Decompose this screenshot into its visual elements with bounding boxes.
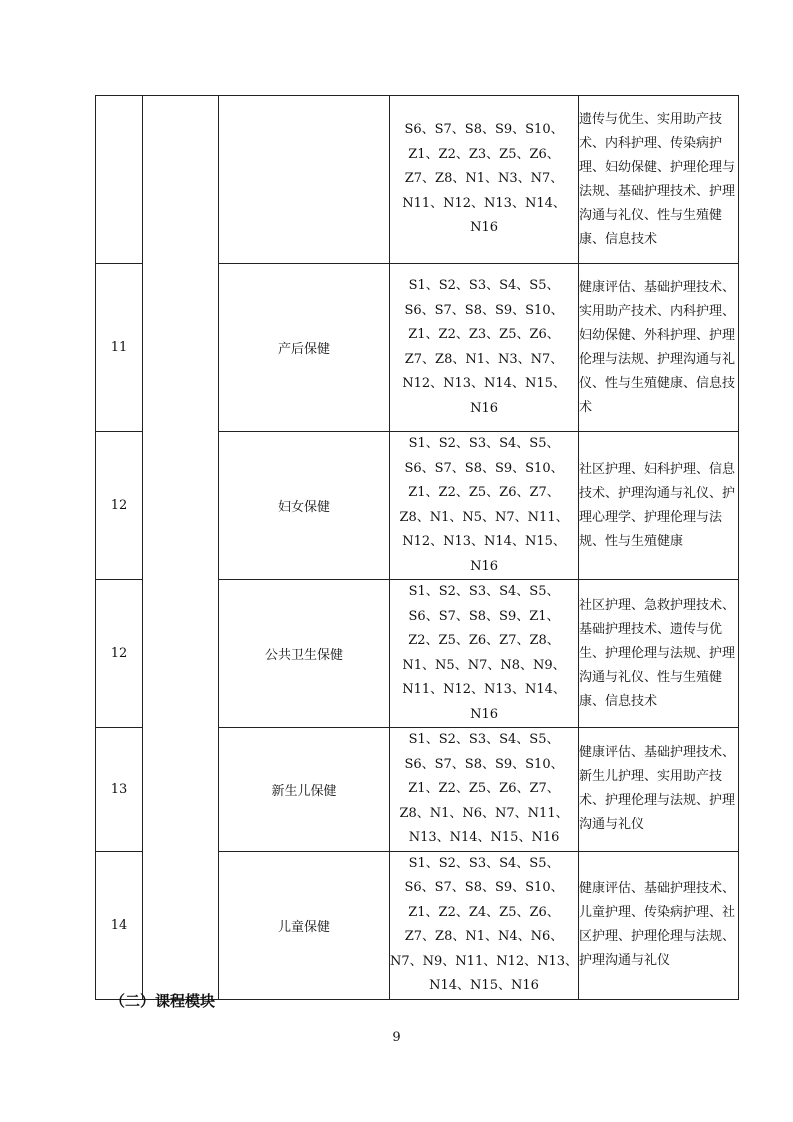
module-name: 妇女保健 <box>219 432 390 580</box>
row-number: 13 <box>96 728 143 852</box>
code-line: S6、S7、S8、S9、S10、 <box>404 460 564 476</box>
code-line: Z7、Z8、N1、N3、N7、 <box>404 351 564 367</box>
code-line: N14、N15、N16 <box>429 978 539 993</box>
module-name: 新生儿保健 <box>219 728 390 852</box>
module-name: 产后保健 <box>219 264 390 432</box>
table-row <box>96 96 739 264</box>
code-line: S1、S2、S3、S4、S5、 <box>408 584 560 599</box>
competency-codes <box>390 264 579 432</box>
code-line: N13、N14、N15、N16 <box>408 830 560 845</box>
row-number: 14 <box>96 851 143 999</box>
supporting-courses: 健康评估、基础护理技术、实用助产技术、内科护理、妇幼保健、外科护理、护理伦理与法规、护理沟通与礼仪、性与生殖健康、信息技术 <box>579 264 739 432</box>
code-line: S1、S2、S3、S4、S5、 <box>408 278 560 293</box>
supporting-courses: 健康评估、基础护理技术、新生儿护理、实用助产技术、护理伦理与法规、护理沟通与礼仪 <box>579 728 739 852</box>
row-number: 12 <box>96 580 143 728</box>
code-line: S1、S2、S3、S4、S5、 <box>408 855 560 871</box>
code-line: Z1、Z2、Z5、Z6、Z7、 <box>408 781 560 796</box>
section-heading: （二）课程模块 <box>110 992 216 1010</box>
code-line: N1、N5、N7、N8、N9、 <box>402 657 566 673</box>
competency-codes <box>390 432 579 580</box>
code-line: Z1、Z2、Z3、Z5、Z6、 <box>408 146 560 162</box>
code-line: N16 <box>470 706 498 722</box>
module-name <box>219 96 390 264</box>
module-name: 儿童保健 <box>219 851 390 999</box>
competency-codes <box>390 96 579 264</box>
competency-codes <box>390 851 579 999</box>
code-line: Z7、Z8、N1、N4、N6、 <box>404 929 564 944</box>
code-line: N7、N9、N11、N12、N13、 <box>390 953 579 969</box>
supporting-courses: 社区护理、急救护理技术、基础护理技术、遗传与优生、护理伦理与法规、护理沟通与礼仪、性与生殖健康、信息技术 <box>579 580 739 728</box>
code-line: N16 <box>470 558 498 574</box>
row-number <box>96 96 143 264</box>
code-line: N11、N12、N13、N14、 <box>402 195 566 211</box>
code-line: Z8、N1、N6、N7、N11、 <box>399 805 569 821</box>
code-line: S1、S2、S3、S4、S5、 <box>408 436 560 451</box>
code-line: Z8、N1、N5、N7、N11、 <box>399 509 569 525</box>
code-line: N16 <box>470 220 498 236</box>
course-mapping-table-main <box>95 95 739 1000</box>
code-line: S6、S7、S8、S9、S10、 <box>404 122 564 138</box>
row-number: 12 <box>96 432 143 580</box>
code-line: Z1、Z2、Z5、Z6、Z7、 <box>408 485 560 500</box>
code-line: Z1、Z2、Z4、Z5、Z6、 <box>408 904 560 920</box>
supporting-courses: 遗传与优生、实用助产技术、内科护理、传染病护理、妇幼保健、护理伦理与法规、基础护理技术、护理沟通与礼仪、性与生殖健康、信息技术 <box>579 96 739 264</box>
code-line: Z2、Z5、Z6、Z7、Z8、 <box>408 633 560 648</box>
code-line: S6、S7、S8、S9、Z1、 <box>408 608 560 624</box>
supporting-courses: 健康评估、基础护理技术、儿童护理、传染病护理、社区护理、护理伦理与法规、护理沟通与礼仪 <box>579 851 739 999</box>
competency-codes <box>390 728 579 852</box>
row-number: 11 <box>96 264 143 432</box>
code-line: N12、N13、N14、N15、 <box>402 376 566 391</box>
code-line: S1、S2、S3、S4、S5、 <box>408 732 560 747</box>
code-line: Z7、Z8、N1、N3、N7、 <box>404 171 564 187</box>
supporting-courses: 社区护理、妇科护理、信息技术、护理沟通与礼仪、护理心理学、护理伦理与法规、性与生殖健康 <box>579 432 739 580</box>
code-line: S6、S7、S8、S9、S10、 <box>404 756 564 772</box>
module-name: 公共卫生保健 <box>219 580 390 728</box>
competency-codes <box>390 580 579 728</box>
code-line: S6、S7、S8、S9、S10、 <box>404 302 564 318</box>
code-line: N11、N12、N13、N14、 <box>402 682 566 697</box>
code-line: S6、S7、S8、S9、S10、 <box>404 880 564 895</box>
code-line: Z1、Z2、Z3、Z5、Z6、 <box>408 327 560 342</box>
code-line: N12、N13、N14、N15、 <box>402 534 566 549</box>
page-number: 9 <box>392 1030 401 1045</box>
code-line: N16 <box>470 400 498 416</box>
category-column-cell <box>143 96 219 1000</box>
